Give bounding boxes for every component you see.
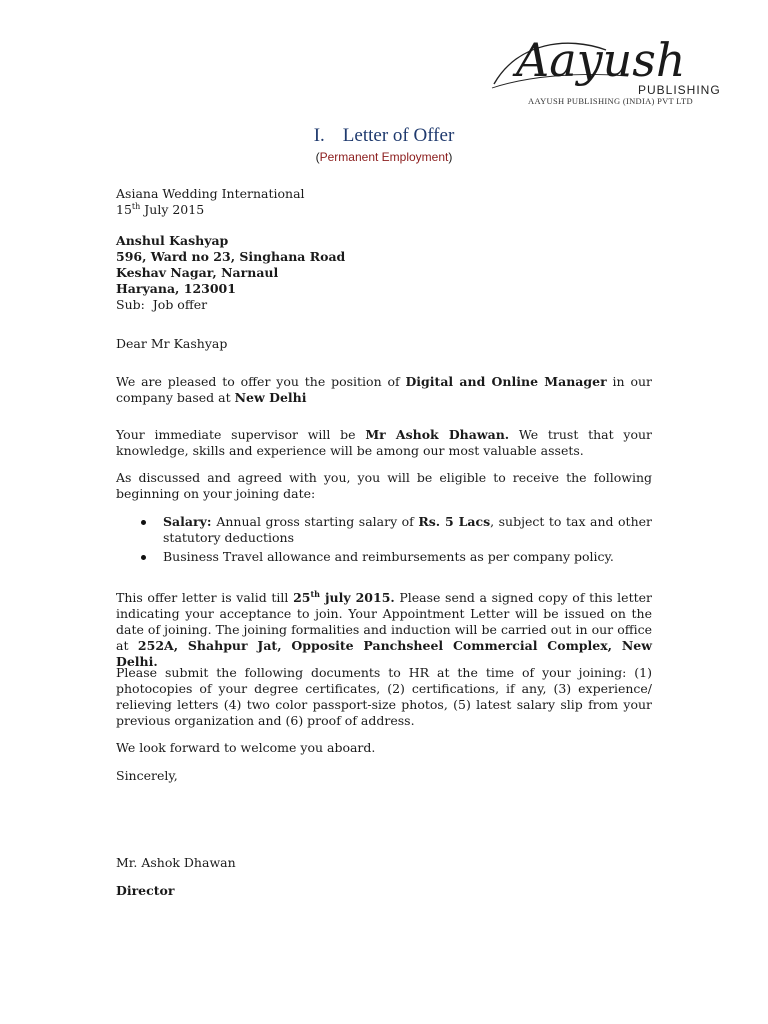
signatory-title: Director bbox=[116, 883, 175, 898]
recipient-address bbox=[116, 233, 652, 313]
letter-heading bbox=[0, 125, 768, 147]
heading-number: I. bbox=[313, 125, 325, 146]
signatory-name: Mr. Ashok Dhawan bbox=[116, 855, 236, 870]
validity-paragraph: This offer letter is valid till 25th july 2015. Please send a signed copy of this letter indicating your acceptance to join. Your Appointment Letter will be issued on the date of joining. The joining formalities and induction will be carried out in our office at 252A, Shahpur Jat, Opposite Panchsheel Commercial Complex, New Delhi. bbox=[116, 588, 652, 669]
supervisor-name: Mr Ashok Dhawan. bbox=[365, 427, 510, 442]
closing-paragraph: We look forward to welcome you aboard. bbox=[116, 740, 376, 755]
supervisor-paragraph: Your immediate supervisor will be Mr Ashok Dhawan. We trust that your knowledge, skills and experience will be among our most valuable assets. bbox=[116, 427, 653, 458]
employment-type: Permanent Employment bbox=[319, 150, 449, 164]
salutation: Dear Mr Kashyap bbox=[116, 336, 228, 351]
logo-company-name: AAYUSH PUBLISHING (INDIA) PVT LTD bbox=[528, 96, 693, 106]
recipient-line-2: Keshav Nagar, Narnaul bbox=[116, 265, 279, 280]
recipient-line-3: Haryana, 123001 bbox=[116, 281, 236, 296]
company-logo bbox=[488, 32, 744, 112]
benefits-intro-paragraph: As discussed and agreed with you, you will be eligible to receive the following beginning on your joining date: bbox=[116, 470, 652, 501]
signatory-block bbox=[116, 855, 652, 899]
sender-company: Asiana Wedding International bbox=[116, 186, 305, 201]
documents-paragraph: Please submit the following documents to HR at the time of your joining: (1) photocopies of your degree certificates, (2) certifications, if any, (3) experience/ relieving letters (4) two color passport-size photos, (5) latest salary slip from your previous organization and (6) proof of address. bbox=[116, 665, 652, 728]
recipient-name: Anshul Kashyap bbox=[116, 233, 229, 248]
letter-date: 15th July 2015 bbox=[116, 201, 205, 217]
heading-title: Letter of Offer bbox=[342, 125, 455, 146]
salary-amount: Rs. 5 Lacs bbox=[418, 514, 491, 529]
list-item: Salary: Annual gross starting salary of Rs. 5 Lacs, subject to tax and other statutory deductions bbox=[116, 514, 652, 546]
logo-tagline: PUBLISHING bbox=[638, 83, 721, 96]
sender-block bbox=[116, 186, 652, 218]
benefits-list bbox=[116, 514, 652, 568]
bullet-icon bbox=[141, 555, 146, 560]
signoff: Sincerely, bbox=[116, 768, 178, 783]
logo-brand-graphic bbox=[488, 32, 744, 96]
bullet-icon bbox=[141, 520, 146, 525]
subject-line: Sub: Job offer bbox=[116, 297, 208, 312]
offer-paragraph: We are pleased to offer you the position of Digital and Online Manager in our company based at New Delhi bbox=[116, 374, 652, 405]
list-item: Business Travel allowance and reimbursements as per company policy. bbox=[116, 549, 652, 565]
logo-brand-text: Aayush bbox=[516, 33, 686, 87]
office-address: 252A, Shahpur Jat, Opposite Panchsheel Commercial Complex, New Delhi. bbox=[116, 638, 652, 669]
offered-position: Digital and Online Manager bbox=[405, 374, 607, 389]
offer-location: New Delhi bbox=[234, 390, 307, 405]
letter-subheading: (Permanent Employment) bbox=[315, 150, 453, 164]
recipient-line-1: 596, Ward no 23, Singhana Road bbox=[116, 249, 346, 264]
